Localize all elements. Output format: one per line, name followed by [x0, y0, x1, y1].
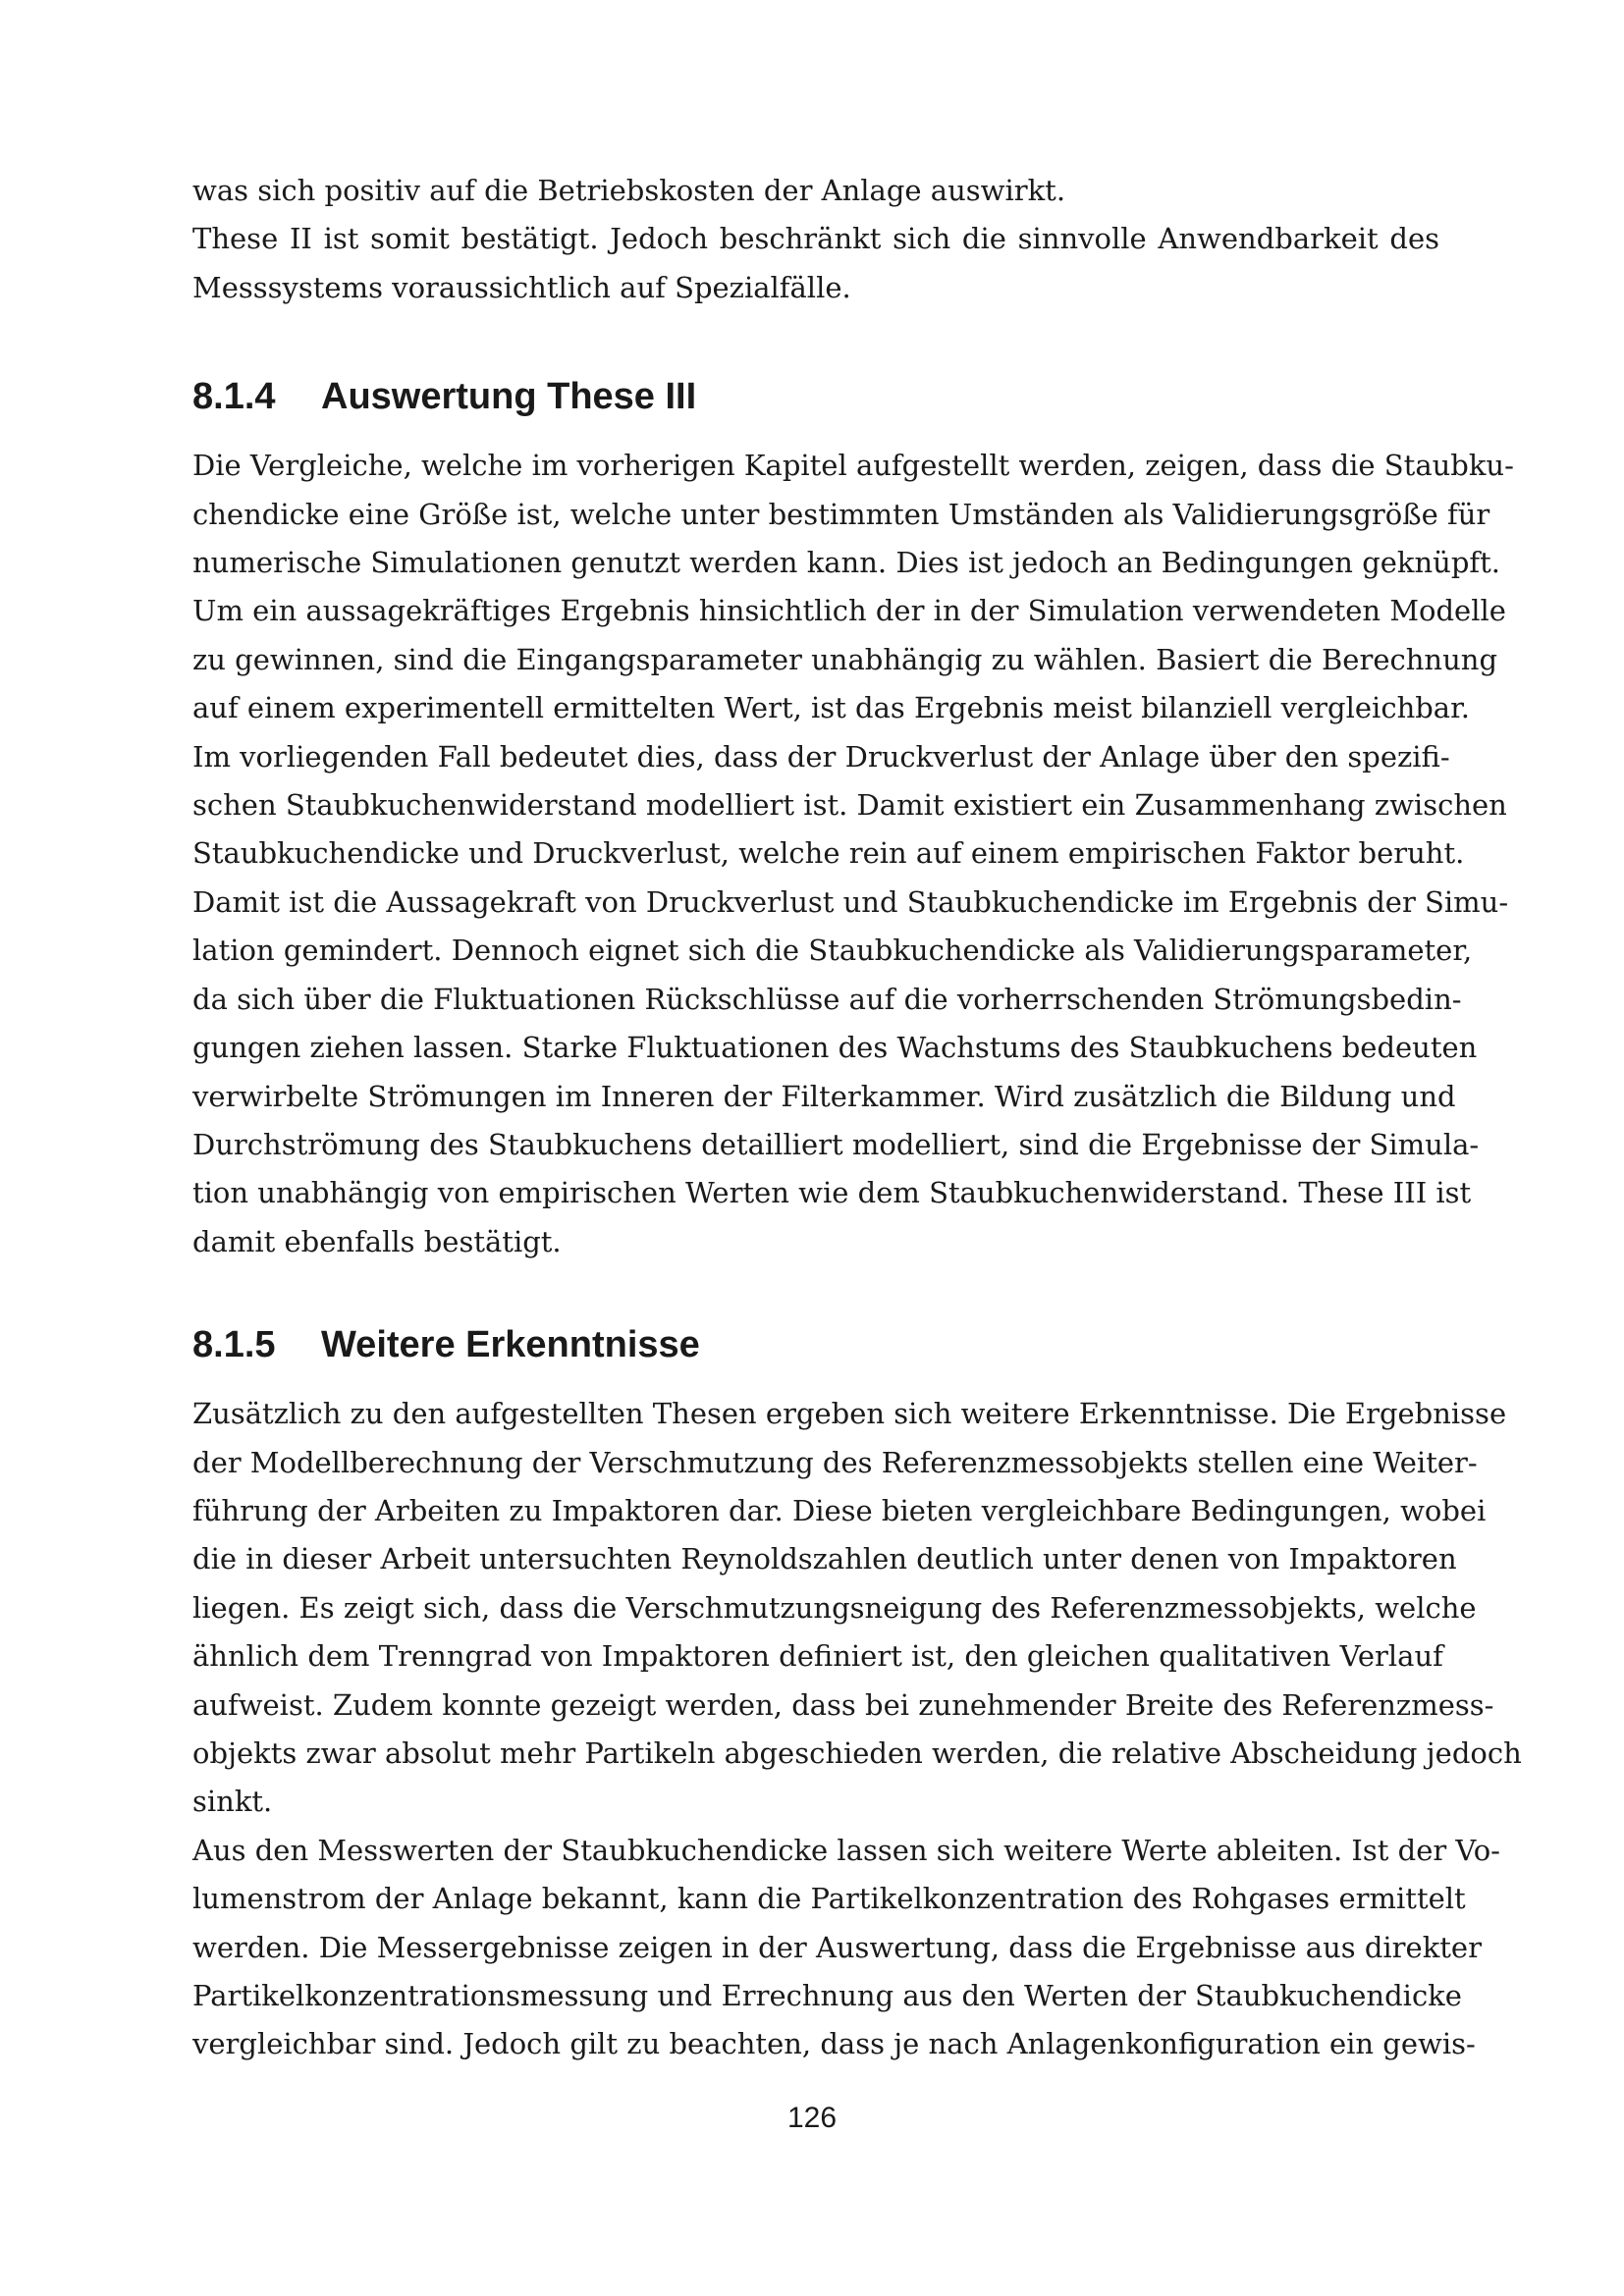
- text-line: lumenstrom der Anlage bekannt, kann die Partikelkonzentration des Rohgases ermittelt: [192, 1882, 1466, 1916]
- text-line: Staubkuchendicke und Druckverlust, welche rein auf einem empirischen Faktor beruht.: [192, 836, 1465, 871]
- text-line: Damit ist die Aussagekraft von Druckverlust und Staubkuchendicke im Ergebnis der Simu-: [192, 884, 1509, 919]
- text-line: numerische Simulationen genutzt werden kann. Dies ist jedoch an Bedingungen geknüpft.: [192, 546, 1501, 580]
- text-line: aufweist. Zudem konnte gezeigt werden, dass bei zunehmender Breite des Referenzmess-: [192, 1687, 1494, 1722]
- section-8-1-5-paragraph-2: [192, 1827, 1500, 2069]
- text-line: Im vorliegenden Fall bedeutet dies, dass der Druckverlust der Anlage über den spezifi-: [192, 739, 1450, 774]
- text-line: tion unabhängig von empirischen Werten wie dem Staubkuchenwiderstand. These III ist: [192, 1176, 1472, 1210]
- text-line: der Modellberechnung der Verschmutzung des Referenzmessobjekts stellen eine Weiter-: [192, 1445, 1478, 1479]
- text-line: Um ein aussagekräftiges Ergebnis hinsichtlich der in der Simulation verwendeten Modelle: [192, 594, 1506, 628]
- text-line: führung der Arbeiten zu Impaktoren dar. Diese bieten vergleichbare Bedingungen, wobei: [192, 1493, 1487, 1527]
- section-number: 8.1.4: [192, 376, 276, 418]
- text-line: lation gemindert. Dennoch eignet sich die Staubkuchendicke als Validierungsparameter,: [192, 934, 1473, 968]
- text-line: auf einem experimentell ermittelten Wert, ist das Ergebnis meist bilanziell vergleichbar.: [192, 691, 1470, 725]
- section-title: Weitere Erkenntnisse: [321, 1324, 700, 1366]
- text-line: Partikelkonzentrationsmessung und Errechnung aus den Werten der Staubkuchendicke: [192, 1979, 1462, 2012]
- text-line: Die Vergleiche, welche im vorherigen Kapitel aufgestellt werden, zeigen, dass die Staubku-: [192, 449, 1514, 483]
- text-line: verwirbelte Strömungen im Inneren der Filterkammer. Wird zusätzlich die Bildung und: [192, 1079, 1456, 1113]
- text-line: vergleichbar sind. Jedoch gilt zu beachten, dass je nach Anlagenkonfiguration ein gewis-: [192, 2027, 1476, 2061]
- text-line: ähnlich dem Trenngrad von Impaktoren definiert ist, den gleichen qualitativen Verlauf: [192, 1639, 1443, 1674]
- section-heading-8-1-4: [192, 373, 1439, 420]
- text-line: liegen. Es zeigt sich, dass die Verschmutzungsneigung des Referenzmessobjekts, welche: [192, 1590, 1477, 1625]
- text-line: sinkt.: [192, 1785, 273, 1819]
- text-line: damit ebenfalls bestätigt.: [192, 1224, 562, 1258]
- section-heading-8-1-5: [192, 1321, 1439, 1368]
- text-line: werden. Die Messergebnisse zeigen in der Auswertung, dass die Ergebnisse aus direkter: [192, 1930, 1482, 1964]
- text-line: da sich über die Fluktuationen Rückschlüsse auf die vorherrschenden Strömungsbedin-: [192, 982, 1462, 1016]
- text-line: Zusätzlich zu den aufgestellten Thesen ergeben sich weitere Erkenntnisse. Die Ergebnisse: [192, 1397, 1507, 1431]
- text-line: chendicke eine Größe ist, welche unter bestimmten Umständen als Validierungsgröße für: [192, 497, 1490, 531]
- text-line: objekts zwar absolut mehr Partikeln abgeschieden werden, die relative Abscheidung jedoch: [192, 1735, 1522, 1770]
- text-line: gungen ziehen lassen. Starke Fluktuationen des Wachstums des Staubkuchens bedeuten: [192, 1031, 1478, 1065]
- section-number: 8.1.5: [192, 1324, 276, 1366]
- text-line: Messsystems voraussichtlich auf Spezialfälle.: [192, 270, 851, 304]
- text-line: was sich positiv auf die Betriebskosten der Anlage auswirkt.: [192, 174, 1066, 207]
- text-line: die in dieser Arbeit untersuchten Reynoldszahlen deutlich unter denen von Impaktoren: [192, 1542, 1457, 1576]
- section-8-1-4-paragraph: [192, 442, 1514, 1266]
- text-line: Aus den Messwerten der Staubkuchendicke lassen sich weitere Werte ableiten. Ist der Vo-: [192, 1833, 1500, 1867]
- text-line: Durchströmung des Staubkuchens detailliert modelliert, sind die Ergebnisse der Simula-: [192, 1127, 1480, 1161]
- document-page: [192, 167, 1522, 2069]
- section-title: Auswertung These III: [321, 376, 697, 418]
- page-number: 126: [786, 2102, 838, 2134]
- text-line: zu gewinnen, sind die Eingangsparameter unabhängig zu wählen. Basiert die Berechnung: [192, 642, 1498, 676]
- text-line: These II ist somit bestätigt. Jedoch beschränkt sich die sinnvolle Anwendbarkeit des: [192, 222, 1439, 256]
- text-line: schen Staubkuchenwiderstand modelliert ist. Damit existiert ein Zusammenhang zwischen: [192, 788, 1507, 823]
- intro-paragraph: [192, 167, 1439, 312]
- section-8-1-5-paragraph-1: [192, 1390, 1522, 1827]
